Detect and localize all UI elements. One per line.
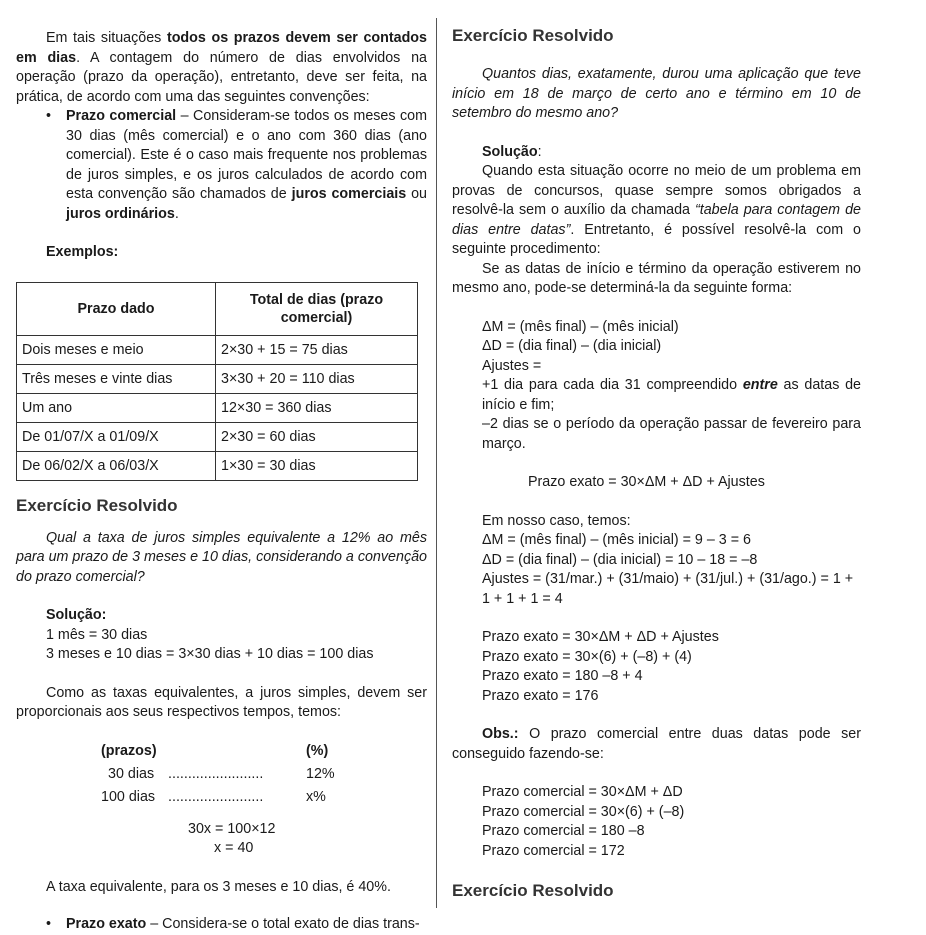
calc-line: Prazo exato = 30×(6) + (–8) + (4) [482, 648, 692, 665]
table-row [17, 451, 418, 480]
exercise-heading: Exercício Resolvido [452, 881, 614, 900]
solution-italic: “tabela para contagem de dias entre datas” [452, 202, 861, 238]
bullet-or: ou [406, 186, 428, 202]
left-column [16, 0, 427, 935]
ajuste-text-end: as datas de início e fim; [482, 377, 861, 413]
exercise-question: Quantos dias, exatamente, durou uma aplicação que teve início em 18 de março de certo ano e término em 10 de setembro do mesmo ano? [452, 66, 861, 121]
obs-text: O prazo comercial entre duas datas pode ser conseguido fazendo-se: [452, 726, 861, 762]
commercial-block [452, 783, 861, 861]
case-line: ΔM = (mês final) – (mês inicial) = 9 – 3 = 6 [482, 532, 751, 548]
bullet-prazo-exato [34, 915, 427, 935]
table-header-row [17, 282, 418, 335]
calculation-block [452, 628, 861, 706]
ratio-row2-right: x% [306, 788, 326, 805]
ajuste-rule-1 [482, 376, 861, 415]
calc-line: Prazo exato = 30×ΔM + ΔD + Ajustes [482, 629, 719, 645]
intro-rest: . A contagem do número de dias envolvidos na operação (prazo da operação), entretanto, deve ser feita, na prática, de acordo com uma das seguintes convenções: [16, 49, 427, 105]
column-divider [436, 18, 437, 908]
table-row [17, 422, 418, 451]
ratio-header-prazos: (prazos) [101, 742, 157, 759]
table-header: Total de dias (prazo comercial) [216, 282, 418, 335]
delta-d-formula: ΔD = (dia final) – (dia inicial) [482, 338, 662, 354]
bullet-list-prazo-comercial [16, 107, 427, 224]
bullet-bold-juros-ordinarios: juros ordinários [66, 205, 175, 222]
examples-table [16, 282, 418, 481]
equation-block [16, 820, 427, 859]
proportion-paragraph: Como as taxas equivalentes, a juros simples, devem ser proporcionais aos seus respectivos tempos, temos: [16, 684, 427, 720]
table-cell: 1×30 = 30 dias [216, 451, 418, 480]
commercial-line: Prazo comercial = 180 –8 [482, 823, 645, 839]
table-cell: 2×30 = 60 dias [216, 422, 418, 451]
procedure-block [452, 318, 861, 455]
obs-label: Obs.: [482, 726, 519, 742]
intro-text: Em tais situações [46, 30, 167, 46]
conclusion: A taxa equivalente, para os 3 meses e 10 dias, é 40%. [46, 878, 391, 895]
ratio-row1-right: 12% [306, 765, 335, 782]
solution-label: Solução: [46, 607, 107, 623]
delta-m-formula: ΔM = (mês final) – (mês inicial) [482, 318, 679, 335]
table-cell: 12×30 = 360 dias [216, 393, 418, 422]
table-row [17, 335, 418, 364]
bullet-bold-juros-comerciais: juros comerciais [291, 186, 407, 202]
commercial-line: Prazo comercial = 172 [482, 842, 625, 859]
solution-paragraph [452, 162, 861, 260]
calc-line: Prazo exato = 180 –8 + 4 [482, 668, 643, 684]
intro-bold: todos os prazos devem ser contados em dias [16, 30, 427, 66]
table-cell: Dois meses e meio [17, 335, 216, 364]
solution-line: 3 meses e 10 dias = 3×30 dias + 10 dias = 100 dias [46, 646, 374, 662]
solution-text: Quando esta situação ocorre no meio de um problema em provas de concursos, quase sempre somos obrigados a resolvê-la sem o auxílio da chamada [452, 163, 861, 218]
exercise-heading: Exercício Resolvido [452, 26, 614, 45]
table-cell: 3×30 + 20 = 110 dias [216, 364, 418, 393]
intro-paragraph [16, 29, 427, 107]
ajuste-rule-2: –2 dias se o período da operação passar de fevereiro para março. [482, 416, 861, 452]
ratio-row2-dots: ........................ [168, 788, 264, 805]
bullet-text: – Considera-se o total exato de dias trans- [146, 916, 420, 932]
solution-label-line [452, 143, 861, 163]
table-cell: De 01/07/X a 01/09/X [17, 422, 216, 451]
ratio-table [16, 742, 427, 820]
table-cell: 2×30 + 15 = 75 dias [216, 335, 418, 364]
bullet-prazo-comercial [34, 107, 427, 224]
ratio-header-percent: (%) [306, 742, 329, 759]
bullet-end: . [174, 205, 179, 222]
solution-label: Solução [482, 143, 538, 160]
case-line: ΔD = (dia final) – (dia inicial) = 10 – 18 = –8 [482, 551, 758, 568]
case-block [452, 512, 861, 610]
bullet-title: Prazo exato [66, 916, 147, 932]
solution-colon: : [537, 143, 542, 160]
table-row [17, 364, 418, 393]
commercial-line: Prazo comercial = 30×(6) + (–8) [482, 803, 685, 820]
table-row [17, 393, 418, 422]
commercial-line: Prazo comercial = 30×ΔM + ΔD [482, 784, 683, 800]
ratio-row1-left: 30 dias [108, 765, 155, 782]
examples-label: Exemplos: [46, 244, 119, 260]
ajuste-emphasis: entre [742, 377, 778, 393]
ratio-row1-dots: ........................ [168, 765, 264, 782]
main-formula: Prazo exato = 30×ΔM + ΔD + Ajustes [528, 474, 765, 490]
ratio-row2-left: 100 dias [101, 788, 156, 805]
bullet-list-prazo-exato [16, 915, 427, 935]
obs-paragraph [452, 725, 861, 764]
ajuste-text: +1 dia para cada dia 31 compreendido [482, 377, 743, 393]
equation-line: 30x = 100×12 [188, 820, 276, 837]
case-line: Ajustes = (31/mar.) + (31/maio) + (31/jul.) + (31/ago.) = 1 + 1 + 1 + 1 = 4 [482, 571, 854, 607]
right-column [452, 0, 861, 902]
procedure-paragraph: Se as datas de início e término da operação estiverem no mesmo ano, pode-se determiná-la da seguinte forma: [452, 260, 861, 296]
ajustes-label: Ajustes = [482, 357, 542, 374]
table-cell: De 06/02/X a 06/03/X [17, 451, 216, 480]
equation-line: x = 40 [214, 840, 254, 856]
table-header: Prazo dado [17, 282, 216, 335]
solution-line: 1 mês = 30 dias [46, 626, 148, 643]
exercise-question: Qual a taxa de juros simples equivalente a 12% ao mês para um prazo de 3 meses e 10 dias, considerando a convenção do prazo comercial? [16, 529, 427, 585]
table-cell: Um ano [17, 393, 216, 422]
table-cell: Três meses e vinte dias [17, 364, 216, 393]
solution-text-end: . Entretanto, é possível resolvê-la com o seguinte procedimento: [452, 221, 861, 257]
exercise-heading: Exercício Resolvido [16, 495, 178, 515]
calc-line: Prazo exato = 176 [482, 687, 599, 704]
bullet-title: Prazo comercial [66, 108, 177, 124]
bullet-text: – Consideram-se todos os meses com 30 dias (mês comercial) e o ano com 360 dias (ano comercial). Este é o caso mais frequente nos problemas de juros simples, e os juros calculados de acordo com esta convenção são chamados de [66, 108, 427, 202]
case-label: Em nosso caso, temos: [482, 512, 631, 529]
